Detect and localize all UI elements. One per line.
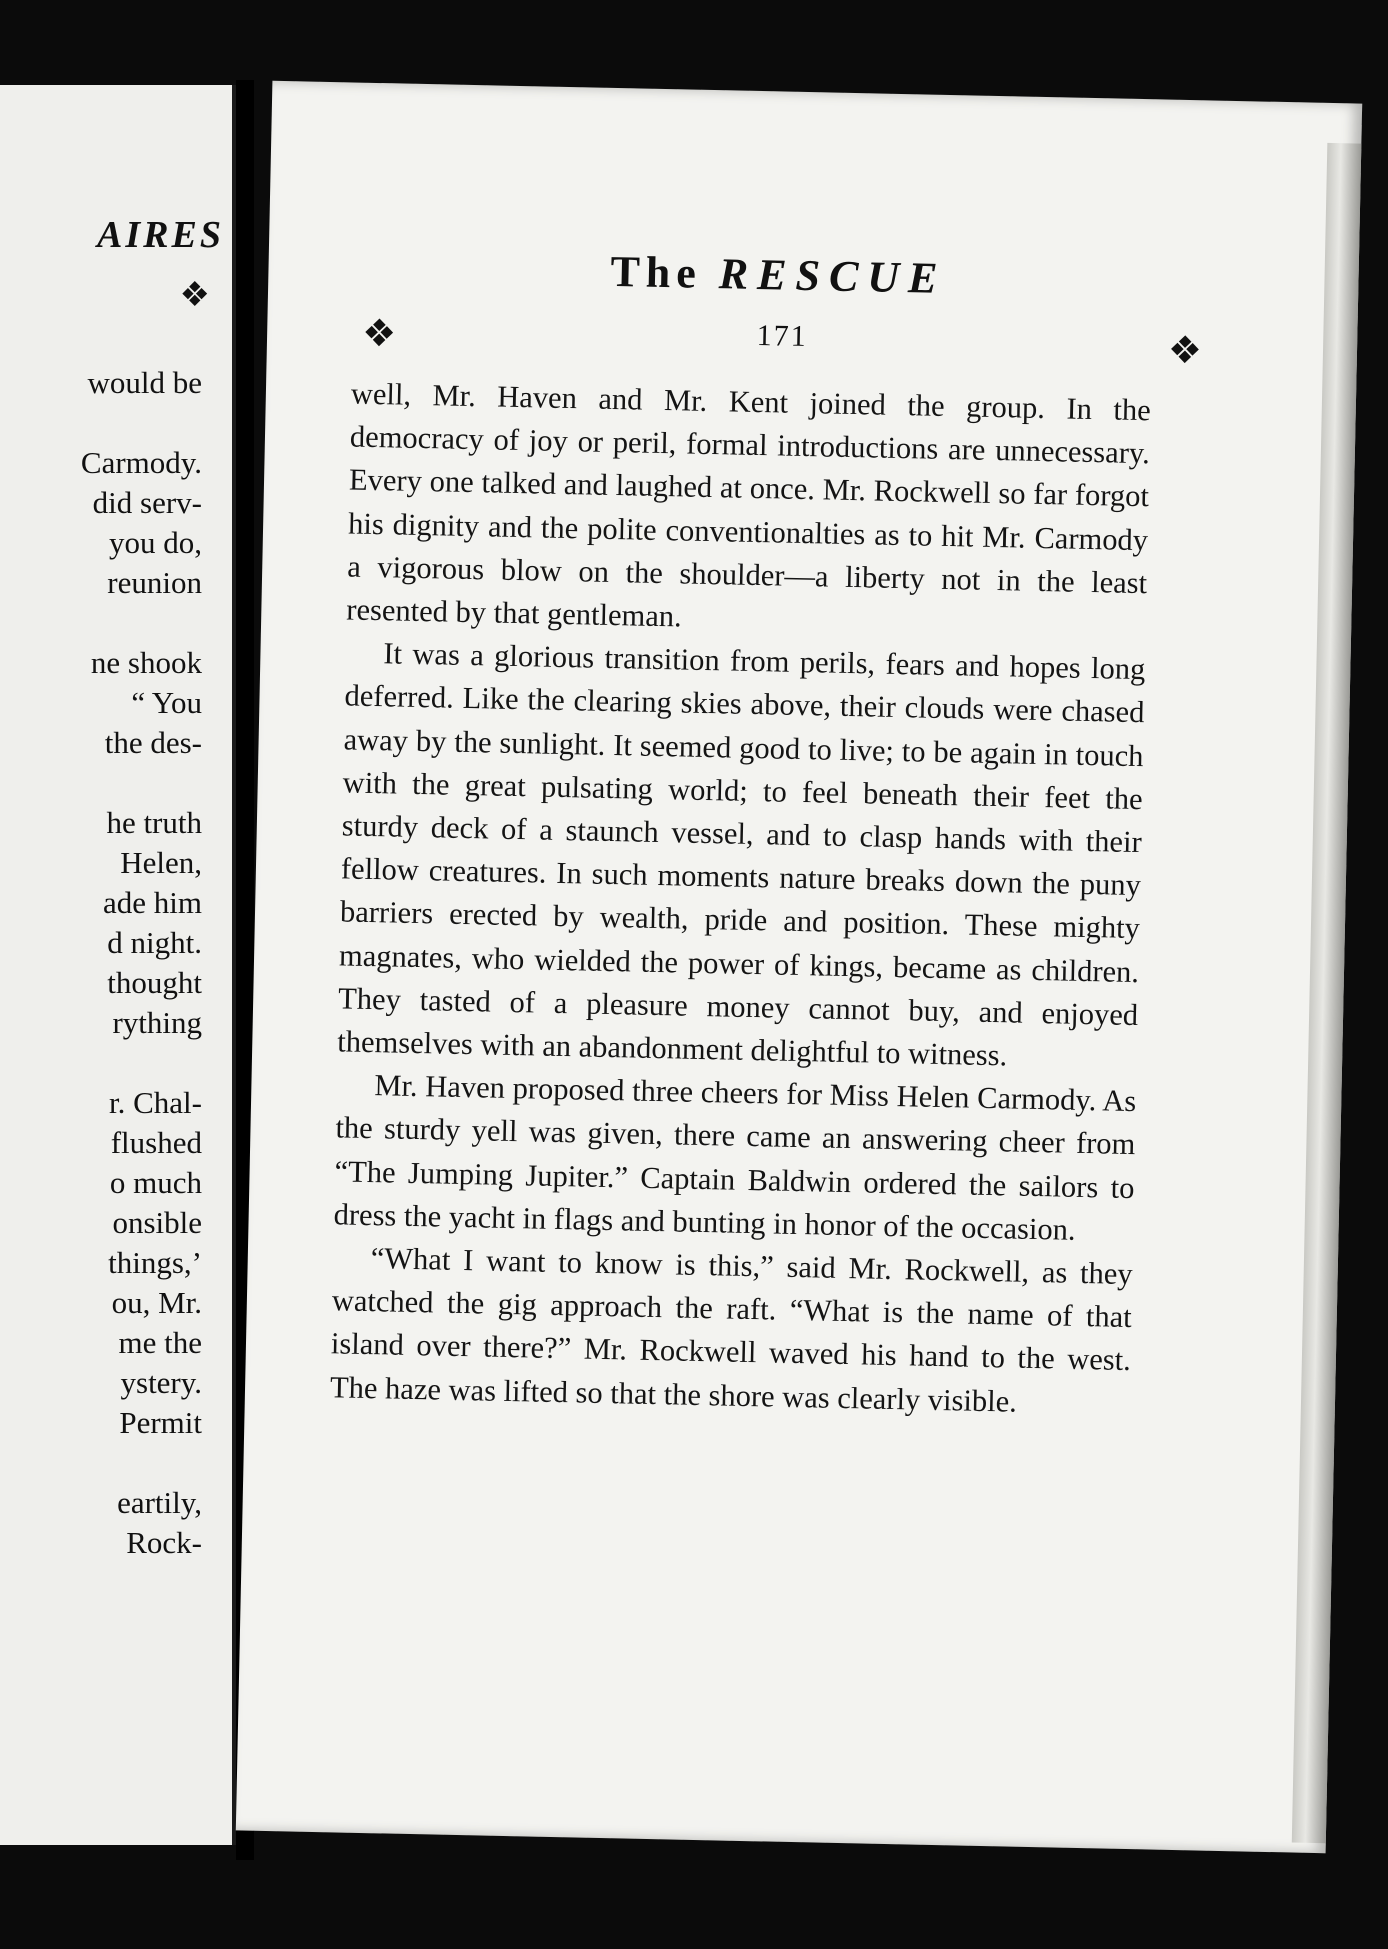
left-page-line: Helen,	[120, 845, 202, 880]
left-page-line: would be	[87, 365, 202, 400]
left-page-line: ade him	[103, 885, 202, 920]
running-title-prefix: The	[610, 246, 703, 298]
page-number: 171	[756, 318, 809, 354]
paragraph-3: Mr. Haven proposed three cheers for Miss Helen Carmody. As the sturdy yell was given, there came an answering cheer from “The Jumping Jupiter.” Captain Baldwin ordered the sailors to dress the yacht in flags and bunting in honor of the occasion.	[333, 1068, 1137, 1247]
right-ornament-icon: ❖	[1167, 329, 1203, 373]
left-page-line: “ You	[131, 685, 202, 720]
left-page-line: o much	[109, 1165, 202, 1200]
left-page-line: rything	[112, 1005, 202, 1040]
left-page-line: ne shook	[90, 645, 202, 680]
left-page-line: me the	[118, 1325, 202, 1360]
left-page-line: you do,	[109, 525, 202, 560]
left-page-line: Permit	[119, 1405, 202, 1440]
left-page-line: things,’	[108, 1245, 202, 1280]
paragraph-4: “What I want to know is this,” said Mr. Rockwell, as they watched the gig approach the raft. “What is the name of that island over there?” Mr. Rockwell waved his hand to the west. The haze was lifted so that the shore was clearly visible.	[329, 1241, 1133, 1419]
left-page-line: d night.	[107, 925, 202, 960]
paragraph-2: It was a glorious transition from perils, fears and hopes long deferred. Like the clearing skies above, their clouds were chased away by the sunlight. It seemed good to live; to be again in touch with the great pulsating world; to feel beneath their feet the sturdy deck of a staunch vessel, and to clasp hands with their fellow creatures. In such moments nature breaks down the puny barriers erected by wealth, pride and position. These mighty magnates, who wielded the power of kings, became as children. They tasted of a pleasure money cannot buy, and enjoyed themselves with an abandonment delightful to witness.	[336, 636, 1146, 1073]
running-title-main: RESCUE	[718, 249, 947, 303]
page-edge	[1292, 143, 1362, 1843]
left-page-line: Carmody.	[80, 445, 202, 480]
left-ornament: ❖	[179, 277, 210, 314]
left-page-line: ystery.	[120, 1365, 202, 1400]
left-page	[0, 85, 238, 1845]
left-page-line: reunion	[107, 565, 202, 600]
left-page-line: thought	[107, 965, 202, 1000]
left-ornament-icon: ❖	[361, 312, 397, 356]
paragraph-1: well, Mr. Haven and Mr. Kent joined the group. In the democracy of joy or peril, formal introductions are unnecessary. Every one talked and laughed at once. Mr. Rockwell so far forgot his dignity and the polite conventionalties as to hit Mr. Carmody a vigorous blow on the shoulder—a liberty not in the least resented by that gentleman.	[346, 376, 1152, 634]
body-text	[330, 372, 1152, 1425]
left-page-line: ou, Mr.	[111, 1285, 202, 1320]
left-page-line: the des-	[104, 725, 202, 760]
left-page-line: did serv-	[92, 485, 202, 520]
left-page-line: he truth	[106, 805, 202, 840]
right-page	[236, 81, 1362, 1853]
left-page-line: flushed	[110, 1125, 202, 1160]
left-page-line: onsible	[112, 1205, 202, 1240]
left-page-line: r. Chal-	[109, 1085, 202, 1120]
left-page-line: eartily,	[117, 1485, 202, 1520]
left-page-line: Rock-	[126, 1525, 202, 1560]
running-title	[568, 245, 989, 305]
left-running-header: AIRES	[97, 214, 224, 256]
